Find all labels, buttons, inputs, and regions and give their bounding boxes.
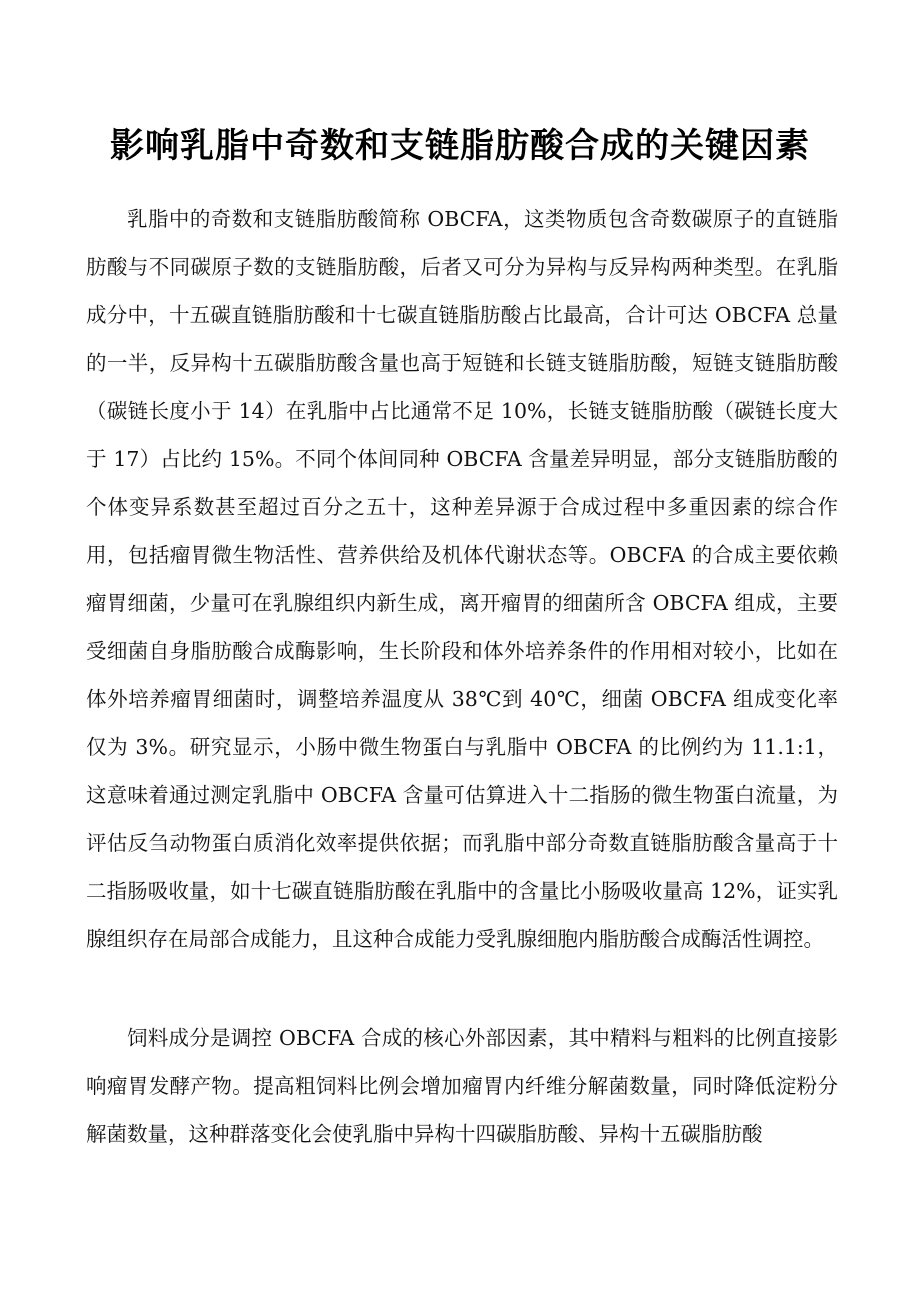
document-title: 影响乳脂中奇数和支链脂肪酸合成的关键因素 <box>110 126 810 166</box>
body-paragraph: 饲料成分是调控 OBCFA 合成的核心外部因素，其中精料与粗料的比例直接影响瘤胃发酵产物。提高粗饲料比例会增加瘤胃内纤维分解菌数量，同时降低淀粉分解菌数量，这种群落变化会使乳脂中异构十四碳脂肪酸、异构十五碳脂肪酸 <box>86 1026 838 1146</box>
body-paragraph: 乳脂中的奇数和支链脂肪酸简称 OBCFA，这类物质包含奇数碳原子的直链脂肪酸与不同碳原子数的支链脂肪酸，后者又可分为异构与反异构两种类型。在乳脂成分中，十五碳直链脂肪酸和十七碳直链脂肪酸占比最高，合计可达 OBCFA 总量的一半，反异构十五碳脂肪酸含量也高于短链和长链支链脂肪酸，短链支链脂肪酸（碳链长度小于 14）在乳脂中占比通常不足 10%，长链支链脂肪酸（碳链长度大于 17）占比约 15%。不同个体间同种 OBCFA 含量差异明显，部分支链脂肪酸的个体变异系数甚至超过百分之五十，这种差异源于合成过程中多重因素的综合作用，包括瘤胃微生物活性、营养供给及机体代谢状态等。OBCFA 的合成主要依赖瘤胃细菌，少量可在乳腺组织内新生成，离开瘤胃的细菌所含 OBCFA 组成，主要受细菌自身脂肪酸合成酶影响，生长阶段和体外培养条件的作用相对较小，比如在体外培养瘤胃细菌时，调整培养温度从 38℃到 40℃，细菌 OBCFA 组成变化率仅为 3%。研究显示，小肠中微生物蛋白与乳脂中 OBCFA 的比例约为 11.1:1，这意味着通过测定乳脂中 OBCFA 含量可估算进入十二指肠的微生物蛋白流量，为评估反刍动物蛋白质消化效率提供依据；而乳脂中部分奇数直链脂肪酸含量高于十二指肠吸收量，如十七碳直链脂肪酸在乳脂中的含量比小肠吸收量高 12%，证实乳腺组织存在局部合成能力，且这种合成能力受乳腺细胞内脂肪酸合成酶活性调控。 <box>86 207 838 951</box>
